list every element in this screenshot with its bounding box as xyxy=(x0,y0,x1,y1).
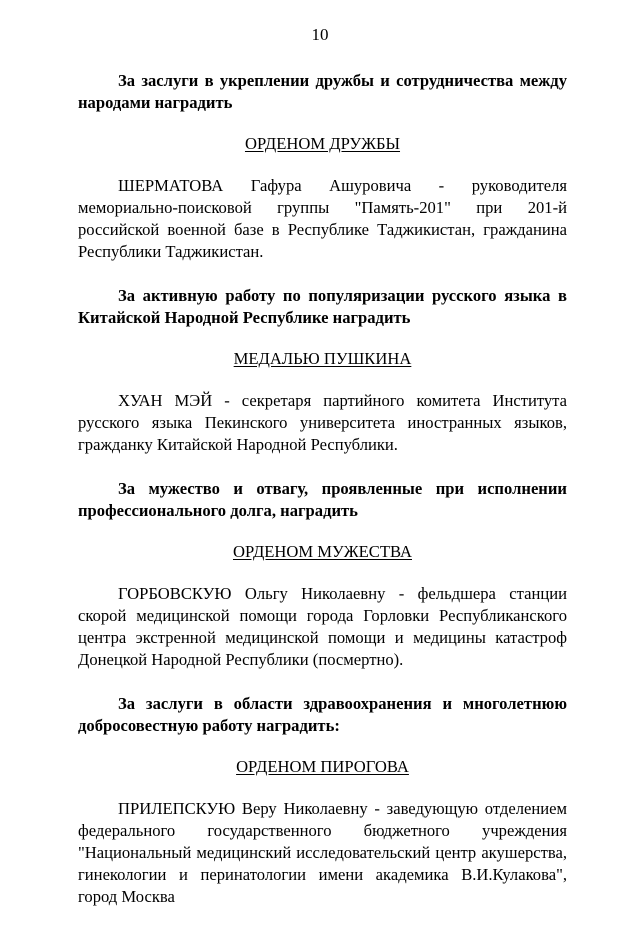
award-intro: За заслуги в области здравоохранения и многолетнюю добросовестную работу наградить: xyxy=(78,694,567,735)
award-intro: За активную работу по популяризации русского языка в Китайской Народной Республике наградить xyxy=(78,286,567,327)
award-title: ОРДЕНОМ ПИРОГОВА xyxy=(236,757,409,776)
award-title: ОРДЕНОМ ДРУЖБЫ xyxy=(244,134,401,153)
award-title: МЕДАЛЬЮ ПУШКИНА xyxy=(233,349,412,368)
award-intro: За заслуги в укреплении дружбы и сотрудничества между народами наградить xyxy=(78,71,567,112)
page-number: 10 xyxy=(311,25,329,44)
award-section xyxy=(78,70,567,263)
award-intro: За мужество и отвагу, проявленные при исполнении профессионального долга, наградить xyxy=(78,479,567,520)
award-recipient: ГОРБОВСКУЮ Ольгу Николаевну - фельдшера станции скорой медицинской помощи города Горловки Республиканского центра экстренной медицинской помощи и медицины катастроф Донецкой Народной Республики (посмертно). xyxy=(78,584,567,669)
award-section xyxy=(78,693,567,908)
document-body xyxy=(78,70,567,930)
award-recipient: ПРИЛЕПСКУЮ Веру Николаевну - заведующую отделением федерального государственного бюджетного учреждения "Национальный медицинский исследовательский центр акушерства, гинекологии и перинатологии имени академика В.И.Кулакова", город Москва xyxy=(78,799,567,906)
award-title: ОРДЕНОМ МУЖЕСТВА xyxy=(232,542,412,561)
award-section xyxy=(78,478,567,671)
award-recipient: ШЕРМАТОВА Гафура Ашуровича - руководителя мемориально-поисковой группы "Память-201" при 201-й российской военной базе в Республике Таджикистан, гражданина Республики Таджикистан. xyxy=(78,176,567,261)
award-recipient: ХУАН МЭЙ - секретаря партийного комитета Института русского языка Пекинского университета иностранных языков, гражданку Китайской Народной Республики. xyxy=(78,391,567,454)
award-section xyxy=(78,285,567,456)
